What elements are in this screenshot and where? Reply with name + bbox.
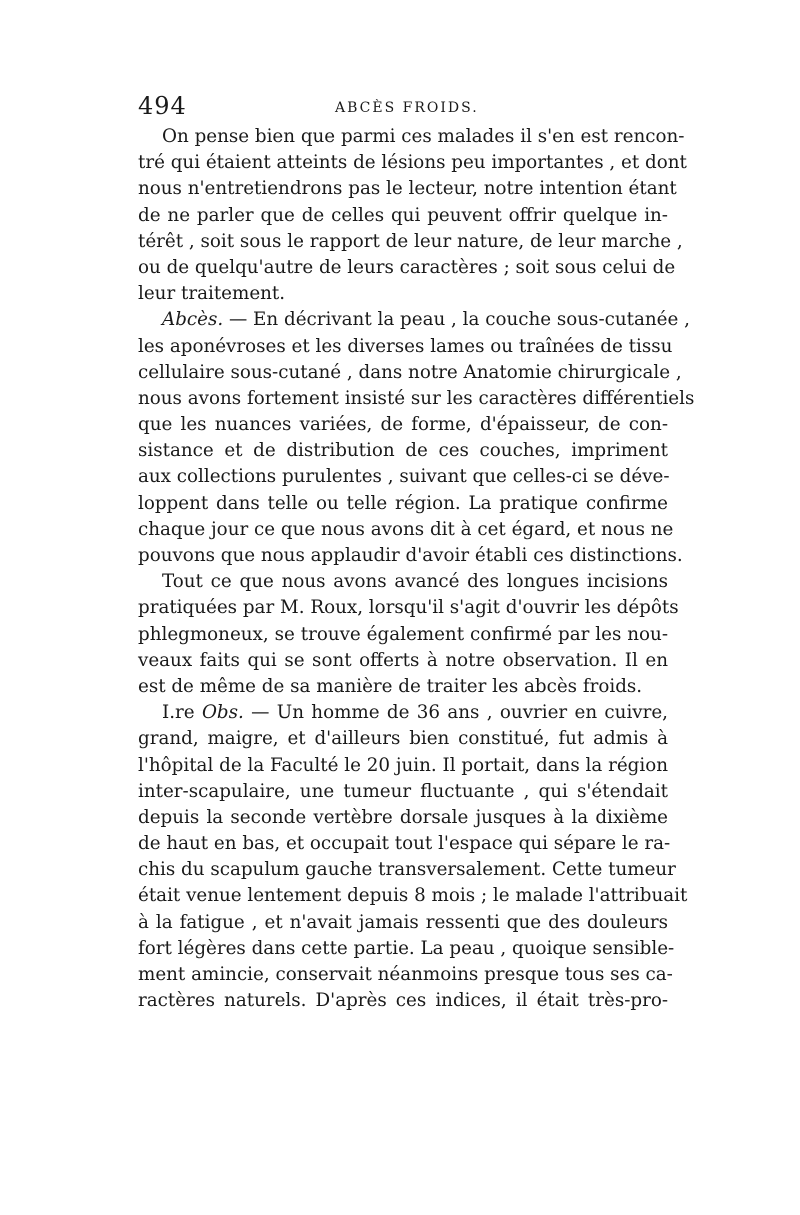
line-text: de haut en bas, et occupait tout l'espace qui sépare le ra- xyxy=(138,833,671,855)
line-text: ou de quelqu'autre de leurs caractères ; soit sous celui de xyxy=(138,256,676,278)
text-line xyxy=(138,962,673,988)
line-text: de ne parler que de celles qui peuvent offrir quelque in- xyxy=(138,204,668,226)
line-text: leur traitement. xyxy=(138,283,286,305)
line-text: est de même de sa manière de traiter les abcès froids. xyxy=(138,675,643,697)
line-text: pouvons que nous applaudir d'avoir établi ces distinctions. xyxy=(138,545,683,566)
text-line xyxy=(138,464,668,490)
text-line xyxy=(138,700,668,726)
text-line xyxy=(138,176,677,202)
text-line xyxy=(138,229,683,255)
line-text: aux collections purulentes , suivant que celles-ci se déve- xyxy=(138,466,670,488)
text-line xyxy=(138,150,687,176)
text-line xyxy=(138,753,668,779)
line-text: ractères naturels. D'après ces indices, il était très-pro- xyxy=(138,990,668,1012)
line-text: l'hôpital de la Faculté le 20 juin. Il portait, dans la région xyxy=(138,754,668,776)
text-line xyxy=(138,203,668,229)
line-text: — Un homme de 36 ans , ouvrier en cuivre, xyxy=(243,702,668,724)
line-text: nous avons fortement insisté sur les caractères différentiels xyxy=(138,387,695,409)
text-line xyxy=(138,726,668,752)
text-line xyxy=(138,412,668,438)
text-line xyxy=(138,334,673,360)
text-line xyxy=(138,988,668,1014)
text-line xyxy=(138,386,695,412)
text-line xyxy=(138,831,671,857)
italic-lead: Abcès. xyxy=(162,309,224,331)
line-text: les aponévroses et les diverses lames ou traînées de tissu xyxy=(138,335,673,357)
line-text: depuis la seconde vertèbre dorsale jusques à la dixième xyxy=(138,806,668,828)
text-line xyxy=(138,779,668,805)
line-text: sistance et de distribution de ces couches, impriment xyxy=(138,440,668,462)
text-line xyxy=(138,438,668,464)
line-text: Tout ce que nous avons avancé des longues incisions xyxy=(162,571,668,593)
line-text: On pense bien que parmi ces malades il s'en est rencon- xyxy=(162,126,685,147)
line-text: nous n'entretiendrons pas le lecteur, notre intention étant xyxy=(138,178,677,200)
text-line xyxy=(138,255,676,281)
line-text: à la fatigue , et n'avait jamais ressenti que des douleurs xyxy=(138,911,668,933)
line-text: pratiquées par M. Roux, lorsqu'il s'agit d'ouvrir les dépôts xyxy=(138,597,679,619)
text-line xyxy=(138,491,668,517)
line-text: loppent dans telle ou telle région. La pratique confirme xyxy=(138,492,668,514)
line-text: phlegmoneux, se trouve également confirmé par les nou- xyxy=(138,623,668,645)
text-line xyxy=(138,936,675,962)
text-line xyxy=(138,517,674,543)
line-text: inter-scapulaire, une tumeur fluctuante , qui s'étendait xyxy=(138,780,668,802)
text-line xyxy=(138,883,688,909)
page-header xyxy=(138,92,668,122)
text-line xyxy=(138,595,679,621)
italic-lead: Obs. xyxy=(201,702,244,724)
line-text: chis du scapulum gauche transversalement. Cette tumeur xyxy=(138,859,676,881)
line-text: tré qui étaient atteints de lésions peu importantes , et dont xyxy=(138,152,687,174)
line-text: cellulaire sous-cutané , dans notre Anatomie chirurgicale , xyxy=(138,361,682,383)
running-title: ABCÈS FROIDS. xyxy=(335,100,479,116)
text-line xyxy=(138,360,682,386)
line-text: chaque jour ce que nous avons dit à cet égard, et nous ne xyxy=(138,518,674,540)
text-line xyxy=(138,543,683,569)
page-number: 494 xyxy=(138,92,187,120)
text-line xyxy=(138,124,685,150)
text-line xyxy=(138,857,676,883)
text-line xyxy=(138,307,690,333)
line-text: que les nuances variées, de forme, d'épaisseur, de con- xyxy=(138,414,668,436)
text-line xyxy=(138,648,668,674)
text-line xyxy=(138,674,668,700)
line-text: grand, maigre, et d'ailleurs bien constitué, fut admis à xyxy=(138,728,668,750)
line-text: — En décrivant la peau , la couche sous-cutanée , xyxy=(223,309,690,331)
line-text: était venue lentement depuis 8 mois ; le malade l'attribuait xyxy=(138,885,688,907)
line-text: térêt , soit sous le rapport de leur nature, de leur marche , xyxy=(138,230,683,252)
text-line xyxy=(138,281,668,307)
line-text: veaux faits qui se sont offerts à notre observation. Il en xyxy=(138,649,668,671)
text-line xyxy=(138,805,668,831)
observation-number: I.re xyxy=(162,702,202,724)
body-text xyxy=(138,124,695,1014)
text-line xyxy=(138,622,668,648)
line-text: ment amincie, conservait néanmoins presque tous ses ca- xyxy=(138,964,673,985)
line-text: fort légères dans cette partie. La peau , quoique sensible- xyxy=(138,937,675,959)
text-line xyxy=(138,910,668,936)
text-line xyxy=(138,569,668,595)
